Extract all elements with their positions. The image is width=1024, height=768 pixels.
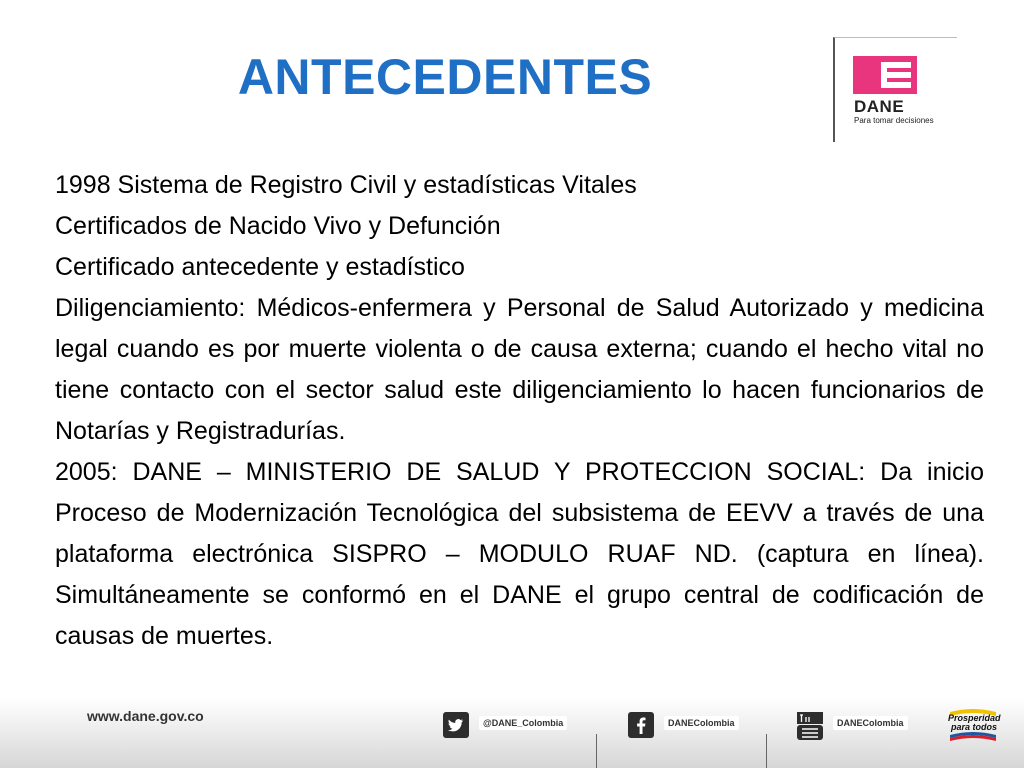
body-paragraph-2005: 2005: DANE – MINISTERIO DE SALUD Y PROTECCION SOCIAL: Da inicio Proceso de Modernización Tecnológica del subsistema de EEVV a través de una plataforma electrónica SISPRO – MODULO RUAF ND. (captura en línea). Simultáneamente se conformó en el DANE el grupo central de codificación de causas de muertes. (55, 458, 984, 650)
body-line-certificado-antecedente: Certificado antecedente y estadístico (55, 253, 465, 281)
twitter-link[interactable] (443, 712, 573, 742)
twitter-icon (443, 712, 469, 738)
footer-divider (766, 734, 767, 768)
twitter-handle: @DANE_Colombia (479, 716, 567, 730)
facebook-handle: DANEColombia (664, 716, 739, 730)
youtube-handle: DANEColombia (833, 716, 908, 730)
dane-logo-mark-icon (853, 56, 917, 94)
slide-body (55, 165, 984, 657)
youtube-icon (797, 712, 823, 740)
body-line-certificados: Certificados de Nacido Vivo y Defunción (55, 212, 501, 240)
partner-logo-text: Prosperidad para todos (948, 713, 1001, 732)
logo-tagline: Para tomar decisiones (854, 116, 934, 125)
youtube-link[interactable] (797, 712, 912, 742)
slide-title: ANTECEDENTES (237, 49, 653, 105)
dane-logo (833, 37, 957, 142)
website-link[interactable]: www.dane.gov.co (87, 708, 204, 724)
facebook-link[interactable] (628, 712, 743, 742)
footer-divider (596, 734, 597, 768)
facebook-icon (628, 712, 654, 738)
prosperidad-logo (946, 708, 1000, 742)
footer-bar (0, 698, 1024, 768)
logo-name: DANE (854, 97, 905, 116)
body-paragraph-diligenciamiento: Diligenciamiento: Médicos-enfermera y Personal de Salud Autorizado y medicina legal cuando es por muerte violenta o de causa externa; cuando el hecho vital no tiene contacto con el sector salud este diligenciamiento lo hacen funcionarios de Notarías y Registradurías. (55, 294, 984, 445)
body-line-1998: 1998 Sistema de Registro Civil y estadísticas Vitales (55, 171, 637, 199)
